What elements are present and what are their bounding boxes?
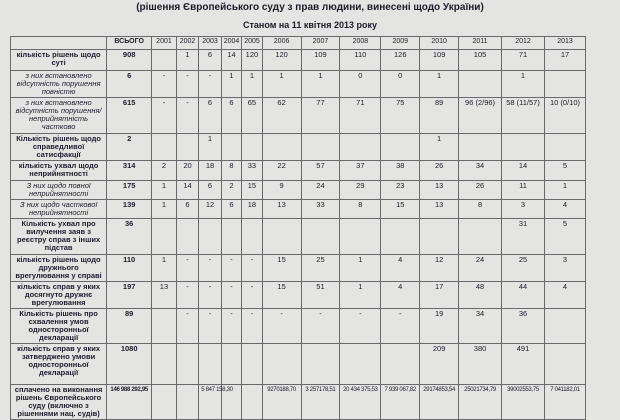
year-cell: - [152, 71, 177, 98]
year-cell: 13 [420, 200, 459, 219]
year-cell: 10 (0/10) [545, 98, 586, 134]
year-cell [152, 344, 177, 385]
total-cell: 197 [107, 282, 152, 309]
year-cell: 109 [301, 50, 340, 71]
year-cell: - [176, 282, 199, 309]
year-cell [152, 134, 177, 161]
year-cell: 1 [152, 255, 177, 282]
year-cell: 1 [340, 255, 381, 282]
year-cell: 34 [459, 309, 502, 344]
year-cell: 1 [242, 71, 262, 98]
year-cell: 20 434 375,53 [340, 385, 381, 420]
year-cell: 75 [381, 98, 420, 134]
year-cell [459, 134, 502, 161]
year-cell: 6 [199, 50, 222, 71]
year-cell: 0 [340, 71, 381, 98]
total-cell: 110 [107, 255, 152, 282]
year-cell: - [221, 282, 241, 309]
year-cell: 6 [199, 98, 222, 134]
year-cell [152, 309, 177, 344]
table-header-row [11, 37, 586, 50]
header-cell-year: 2001 [152, 37, 177, 50]
year-cell [545, 309, 586, 344]
year-cell: 24 [459, 255, 502, 282]
year-cell [242, 385, 262, 420]
row-label: кількість ухвал щодо неприйнятності [11, 161, 107, 181]
year-cell: 5 [545, 161, 586, 181]
year-cell: 105 [459, 50, 502, 71]
total-cell: 89 [107, 309, 152, 344]
year-cell: 1 [221, 71, 241, 98]
year-cell: 13 [152, 282, 177, 309]
year-cell: 48 [459, 282, 502, 309]
year-cell: 110 [340, 50, 381, 71]
year-cell: 1 [301, 71, 340, 98]
row-label: з них встановлено відсутність порушення/ неприйнятність частково [11, 98, 107, 134]
year-cell [340, 219, 381, 255]
year-cell: 89 [420, 98, 459, 134]
year-cell: - [199, 71, 222, 98]
year-cell: - [242, 309, 262, 344]
year-cell: 44 [502, 282, 545, 309]
row-label: кількість рішень щодо суті [11, 50, 107, 71]
table-row [11, 255, 586, 282]
year-cell [152, 385, 177, 420]
row-label: Кількість рішень щодо справедливої сатисфакції [11, 134, 107, 161]
year-cell [199, 219, 222, 255]
statistics-table [10, 36, 586, 420]
year-cell: 18 [199, 161, 222, 181]
year-cell: 65 [242, 98, 262, 134]
header-cell-total: ВСЬОГО [107, 37, 152, 50]
year-cell [381, 134, 420, 161]
year-cell: 11 [502, 181, 545, 200]
year-cell: 7 939 067,82 [381, 385, 420, 420]
year-cell: - [176, 309, 199, 344]
total-cell: 2 [107, 134, 152, 161]
year-cell [301, 344, 340, 385]
year-cell: 4 [545, 200, 586, 219]
year-cell: 1 [502, 71, 545, 98]
year-cell: 58 (11/57) [502, 98, 545, 134]
year-cell: 8 [459, 200, 502, 219]
year-cell: 62 [262, 98, 301, 134]
year-cell: 15 [262, 255, 301, 282]
year-cell [301, 134, 340, 161]
year-cell: 1 [199, 134, 222, 161]
row-label: з них встановлено відсутність порушення повністю [11, 71, 107, 98]
year-cell: - [221, 255, 241, 282]
header-cell-year: 2005 [242, 37, 262, 50]
year-cell: 23 [381, 181, 420, 200]
year-cell: 71 [502, 50, 545, 71]
total-cell: 36 [107, 219, 152, 255]
year-cell: - [301, 309, 340, 344]
year-cell: 9 [262, 181, 301, 200]
row-label: Кількість рішень про схвалення умов односторонньої декларації [11, 309, 107, 344]
year-cell: 12 [199, 200, 222, 219]
year-cell: 14 [221, 50, 241, 71]
year-cell [459, 71, 502, 98]
year-cell: 1 [340, 282, 381, 309]
year-cell: 109 [420, 50, 459, 71]
header-cell-year: 2013 [545, 37, 586, 50]
year-cell [176, 219, 199, 255]
header-cell-year: 2009 [381, 37, 420, 50]
year-cell: 6 [176, 200, 199, 219]
year-cell: 18 [242, 200, 262, 219]
year-cell: 2 [221, 181, 241, 200]
year-cell: 6 [199, 181, 222, 200]
total-cell: 615 [107, 98, 152, 134]
header-cell-year: 2004 [221, 37, 241, 50]
year-cell [340, 134, 381, 161]
year-cell: 209 [420, 344, 459, 385]
year-cell: 0 [381, 71, 420, 98]
year-cell: 25021734,79 [459, 385, 502, 420]
document-caption: (рішення Європейського суду з прав людини, винесені щодо України) [136, 2, 484, 13]
year-cell [242, 219, 262, 255]
year-cell [242, 344, 262, 385]
year-cell: 1 [152, 200, 177, 219]
header-cell-year: 2003 [199, 37, 222, 50]
year-cell: 37 [340, 161, 381, 181]
year-cell [176, 134, 199, 161]
year-cell [420, 219, 459, 255]
year-cell: - [199, 255, 222, 282]
year-cell: 24 [301, 181, 340, 200]
year-cell: 6 [221, 98, 241, 134]
header-cell-year: 2007 [301, 37, 340, 50]
year-cell: 3 [502, 200, 545, 219]
year-cell: 17 [420, 282, 459, 309]
year-cell: - [199, 309, 222, 344]
year-cell: 29174853,54 [420, 385, 459, 420]
year-cell: 4 [545, 282, 586, 309]
year-cell: 5 847 158,30 [199, 385, 222, 420]
header-cell-year: 2012 [502, 37, 545, 50]
table-row [11, 50, 586, 71]
year-cell: 126 [381, 50, 420, 71]
year-cell: 26 [459, 181, 502, 200]
year-cell: 71 [340, 98, 381, 134]
header-cell-year: 2008 [340, 37, 381, 50]
year-cell [176, 344, 199, 385]
year-cell: 26 [420, 161, 459, 181]
table-body [11, 50, 586, 420]
year-cell: 13 [420, 181, 459, 200]
year-cell [545, 71, 586, 98]
year-cell [340, 344, 381, 385]
year-cell: 8 [221, 161, 241, 181]
table-row [11, 385, 586, 420]
year-cell: 15 [242, 181, 262, 200]
total-cell: 139 [107, 200, 152, 219]
row-label: кількість справ у яких досягнуто дружнє врегулювання [11, 282, 107, 309]
year-cell: 1 [262, 71, 301, 98]
year-cell: 2 [152, 161, 177, 181]
year-cell: 25 [502, 255, 545, 282]
year-cell: - [381, 309, 420, 344]
year-cell [381, 344, 420, 385]
table-row [11, 71, 586, 98]
year-cell: - [242, 282, 262, 309]
report-date: Станом на 11 квітня 2013 року [242, 20, 377, 30]
year-cell: 17 [545, 50, 586, 71]
year-cell [152, 219, 177, 255]
year-cell: 15 [262, 282, 301, 309]
year-cell [152, 50, 177, 71]
year-cell: 13 [262, 200, 301, 219]
year-cell: 1 [545, 181, 586, 200]
year-cell: 6 [221, 200, 241, 219]
table-row [11, 161, 586, 181]
year-cell: 20 [176, 161, 199, 181]
year-cell [221, 219, 241, 255]
year-cell: - [176, 255, 199, 282]
year-cell: 38 [381, 161, 420, 181]
total-cell: 1080 [107, 344, 152, 385]
header-cell-year: 2010 [420, 37, 459, 50]
year-cell: - [199, 282, 222, 309]
year-cell [242, 134, 262, 161]
year-cell: 39002553,75 [502, 385, 545, 420]
year-cell: 14 [176, 181, 199, 200]
year-cell: 36 [502, 309, 545, 344]
year-cell: 4 [381, 282, 420, 309]
row-label: З них щодо повної неприйнятності [11, 181, 107, 200]
year-cell: 14 [502, 161, 545, 181]
year-cell: 380 [459, 344, 502, 385]
table-row [11, 309, 586, 344]
year-cell [262, 219, 301, 255]
year-cell: 33 [242, 161, 262, 181]
table-row [11, 134, 586, 161]
year-cell: - [340, 309, 381, 344]
year-cell [502, 134, 545, 161]
year-cell: 25 [301, 255, 340, 282]
year-cell: 7 041182,01 [545, 385, 586, 420]
year-cell [301, 219, 340, 255]
year-cell: 1 [176, 50, 199, 71]
year-cell: - [176, 98, 199, 134]
header-cell-year: 2006 [262, 37, 301, 50]
year-cell: 19 [420, 309, 459, 344]
year-cell [176, 385, 199, 420]
year-cell: 12 [420, 255, 459, 282]
total-cell: 175 [107, 181, 152, 200]
year-cell: - [242, 255, 262, 282]
year-cell: 34 [459, 161, 502, 181]
table-row [11, 219, 586, 255]
year-cell: 120 [262, 50, 301, 71]
year-cell: 96 (2/96) [459, 98, 502, 134]
year-cell: - [262, 309, 301, 344]
year-cell: 29 [340, 181, 381, 200]
year-cell: 3 257178,51 [301, 385, 340, 420]
year-cell: 3 [545, 255, 586, 282]
table-row [11, 344, 586, 385]
header-cell-year: 2011 [459, 37, 502, 50]
year-cell [262, 134, 301, 161]
year-cell [545, 134, 586, 161]
header-cell-year: 2002 [176, 37, 199, 50]
year-cell [262, 344, 301, 385]
year-cell: - [221, 309, 241, 344]
total-cell: 908 [107, 50, 152, 71]
total-cell: 146 988 292,95 [107, 385, 152, 420]
year-cell [221, 344, 241, 385]
year-cell: 8 [340, 200, 381, 219]
year-cell: 57 [301, 161, 340, 181]
year-cell: 1 [420, 71, 459, 98]
year-cell [459, 219, 502, 255]
year-cell: 491 [502, 344, 545, 385]
year-cell: 31 [502, 219, 545, 255]
year-cell: 1 [420, 134, 459, 161]
table-row [11, 181, 586, 200]
year-cell [221, 134, 241, 161]
year-cell: 9270188,70 [262, 385, 301, 420]
year-cell: 51 [301, 282, 340, 309]
table-row [11, 282, 586, 309]
table-row [11, 98, 586, 134]
year-cell: - [152, 98, 177, 134]
year-cell: 22 [262, 161, 301, 181]
table-row [11, 200, 586, 219]
row-label: З них щодо часткової неприйнятності [11, 200, 107, 219]
year-cell: 77 [301, 98, 340, 134]
year-cell [381, 219, 420, 255]
total-cell: 6 [107, 71, 152, 98]
year-cell: 120 [242, 50, 262, 71]
year-cell: 5 [545, 219, 586, 255]
year-cell: 4 [381, 255, 420, 282]
year-cell [545, 344, 586, 385]
row-label: кількість рішень щодо дружнього врегулювання у справі [11, 255, 107, 282]
year-cell [199, 344, 222, 385]
year-cell: 1 [152, 181, 177, 200]
row-label: Кількість ухвал про вилучення заяв з реєстру справ з інших підстав [11, 219, 107, 255]
year-cell: 33 [301, 200, 340, 219]
year-cell: 15 [381, 200, 420, 219]
year-cell: - [176, 71, 199, 98]
total-cell: 314 [107, 161, 152, 181]
row-label: сплачено на виконання рішень Європейського суду (включно з рішеннями нац. судів) [11, 385, 107, 420]
header-cell-label [11, 37, 107, 50]
row-label: кількість справ у яких затверджено умови односторонньої декларації [11, 344, 107, 385]
